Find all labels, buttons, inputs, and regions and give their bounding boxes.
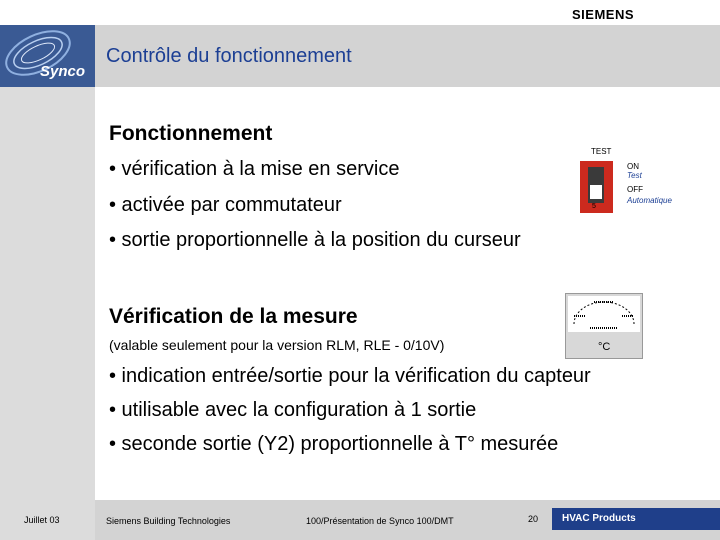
footer-company: Siemens Building Technologies bbox=[106, 516, 231, 526]
section1-heading: Fonctionnement bbox=[109, 122, 273, 145]
switch-off-sub: Automatique bbox=[627, 196, 672, 205]
switch-knob bbox=[590, 185, 602, 199]
test-switch-diagram bbox=[580, 145, 700, 220]
hvac-products-bar bbox=[552, 508, 720, 530]
switch-slot bbox=[588, 167, 604, 203]
left-strip bbox=[0, 87, 95, 540]
switch-off-label: OFF bbox=[627, 185, 643, 194]
switch-on-sub: Test bbox=[627, 171, 642, 180]
switch-housing bbox=[580, 161, 613, 213]
dial-unit: °C bbox=[598, 341, 611, 353]
section2-heading: Vérification de la mesure bbox=[109, 305, 358, 328]
section1-bullet: • activée par commutateur bbox=[109, 194, 342, 216]
slide-title: Contrôle du fonctionnement bbox=[106, 45, 352, 67]
section2-bullet: • indication entrée/sortie pour la vérification du capteur bbox=[109, 365, 591, 387]
switch-label-top: TEST bbox=[591, 147, 612, 156]
section2-bullet: • utilisable avec la configuration à 1 sortie bbox=[109, 399, 477, 421]
section1-bullet: • vérification à la mise en service bbox=[109, 158, 400, 180]
hvac-products-label: HVAC Products bbox=[562, 513, 636, 524]
dial-diagram bbox=[565, 293, 643, 359]
siemens-brand: SIEMENS bbox=[571, 7, 634, 22]
synco-logo bbox=[0, 25, 95, 87]
logo-text: Synco bbox=[40, 63, 86, 80]
footer-date: Juillet 03 bbox=[24, 515, 60, 525]
section1-bullet: • sortie proportionnelle à la position du curseur bbox=[109, 229, 521, 251]
switch-on-label: ON bbox=[627, 162, 639, 171]
footer-page-number: 20 bbox=[528, 514, 539, 524]
switch-base-mark: 5 bbox=[592, 203, 596, 210]
section2-bullet: • seconde sortie (Y2) proportionnelle à T° mesurée bbox=[109, 433, 559, 455]
section2-note: (valable seulement pour la version RLM, RLE - 0/10V) bbox=[109, 337, 445, 353]
footer-presentation: 100/Présentation de Synco 100/DMT bbox=[306, 516, 454, 526]
